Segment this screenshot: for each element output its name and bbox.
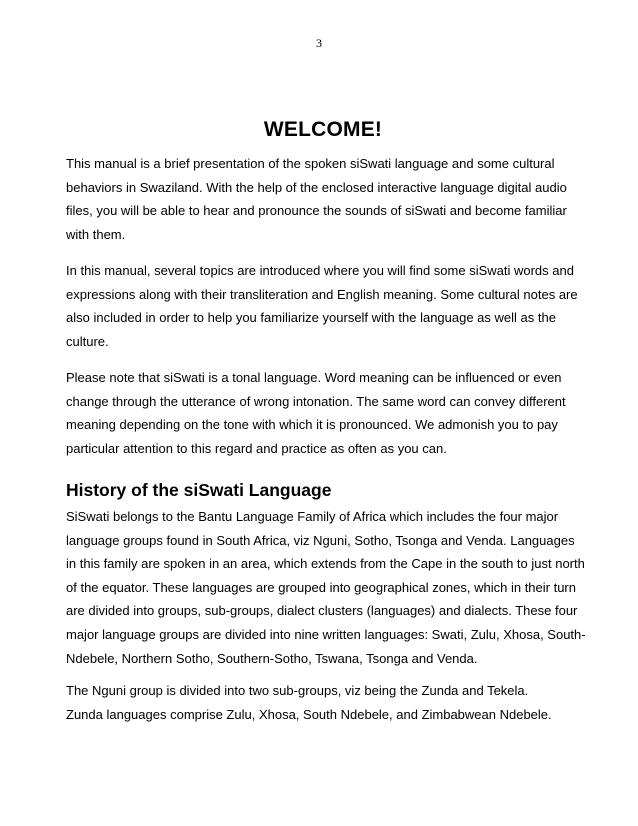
history-heading: History of the siSwati Language — [66, 480, 332, 500]
welcome-paragraph-tonal: Please note that siSwati is a tonal language. Word meaning can be influenced or even change through the utterance of wrong intonation. The same word can convey different meaning depending on the tone with which it is pronounced. We admonish you to pay particular attention to this regard and practice as often as you can. — [66, 370, 566, 456]
history-paragraph-nguni: The Nguni group is divided into two sub-groups, viz being the Zunda and Tekela. — [66, 683, 529, 698]
history-paragraph-zunda: Zunda languages comprise Zulu, Xhosa, South Ndebele, and Zimbabwean Ndebele. — [66, 707, 552, 722]
page-number: 3 — [316, 36, 322, 50]
welcome-title: WELCOME! — [263, 118, 383, 141]
welcome-paragraph-topics: In this manual, several topics are introduced where you will find some siSwati words and expressions along with their transliteration and English meaning. Some cultural notes are also included in order to help you familiarize yourself with the language as well as the culture. — [66, 263, 578, 349]
welcome-paragraph-intro: This manual is a brief presentation of the spoken siSwati language and some cultural behaviors in Swaziland. With the help of the enclosed interactive language digital audio files, you will be able to hear and pronounce the sounds of siSwati and become familiar with them. — [66, 156, 567, 242]
history-paragraph-bantu: SiSwati belongs to the Bantu Language Family of Africa which includes the four major language groups found in South Africa, viz Nguni, Sotho, Tsonga and Venda. Languages in this family are spoken in an area, which extends from the Cape in the south to just north of the equator. These languages are grouped into geographical zones, which in their turn are divided into groups, sub-groups, dialect clusters (languages) and dialects. These four major language groups are divided into nine written languages: Swati, Zulu, Xhosa, South-Ndebele, Northern Sotho, Southern-Sotho, Tswana, Tsonga and Venda. — [66, 509, 586, 666]
